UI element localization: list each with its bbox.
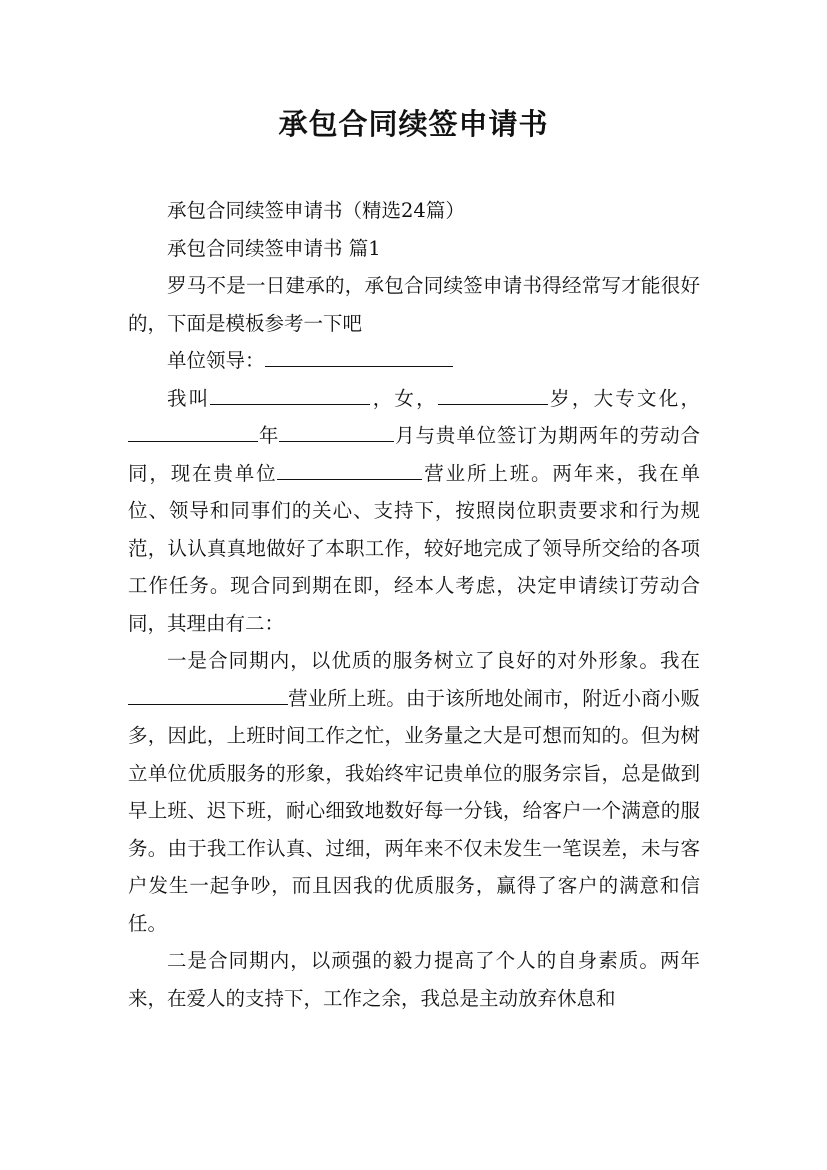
salutation-line xyxy=(128,342,700,380)
document-body xyxy=(128,192,700,1017)
salutation-text: 单位领导： xyxy=(167,349,265,372)
recipient-blank xyxy=(265,342,453,367)
p1-text-1: 我叫 xyxy=(167,386,211,410)
year-blank xyxy=(128,417,258,442)
p1-text-2: ，女， xyxy=(370,386,438,410)
p1-text-4: 年 xyxy=(258,424,280,447)
subtitle-line-2: 承包合同续签申请书 篇1 xyxy=(167,236,381,260)
p1-text-3: 岁，大专文化， xyxy=(547,386,700,410)
office-blank xyxy=(277,455,422,480)
p1-text-6: 营业所上班。两年来，我在单位、领导和同事们的关心、支持下，按照岗位职责要求和行为规范，认认真真地做好了本职工作，较好地完成了领导所交给的各项工作任务。现合同到期在即，经本人考虑，决定申请续订劳动合同，其理由有二： xyxy=(128,461,700,635)
p2-text-2: 营业所上班。由于该所地处闹市，附近小商小贩多，因此，上班时间工作之忙，业务量之大是可想而知的。但为树立单位优质服务的形象，我始终牢记贵单位的服务宗旨，总是做到早上班、迟下班，耐心细致地数好每一分钱，给客户一个满意的服务。由于我工作认真、过细，两年来不仅未发生一笔误差，未与客户发生一起争吵，而且因我的优质服务，赢得了客户的满意和信任。 xyxy=(128,686,700,935)
document-title: 承包合同续签申请书 xyxy=(278,107,549,141)
age-blank xyxy=(438,380,548,405)
name-blank xyxy=(210,380,370,405)
paragraph-2 xyxy=(128,642,700,942)
month-blank xyxy=(279,417,394,442)
intro-paragraph: 罗马不是一日建承的，承包合同续签申请书得经常写才能很好的，下面是模板参考一下吧 xyxy=(128,274,700,335)
p1-text-5: 月与贵单位签订为期两年的劳动合同，现在贵单位 xyxy=(128,424,700,485)
p2-text-1: 一是合同期内，以优质的服务树立了良好的对外形象。我在 xyxy=(167,649,700,672)
branch-blank xyxy=(128,680,288,705)
subtitle-line-1: 承包合同续签申请书（精选24篇） xyxy=(167,199,465,222)
paragraph-1 xyxy=(128,380,700,643)
paragraph-3: 二是合同期内，以顽强的毅力提高了个人的自身素质。两年来，在爱人的支持下，工作之余，我总是主动放弃休息和 xyxy=(128,949,700,1010)
